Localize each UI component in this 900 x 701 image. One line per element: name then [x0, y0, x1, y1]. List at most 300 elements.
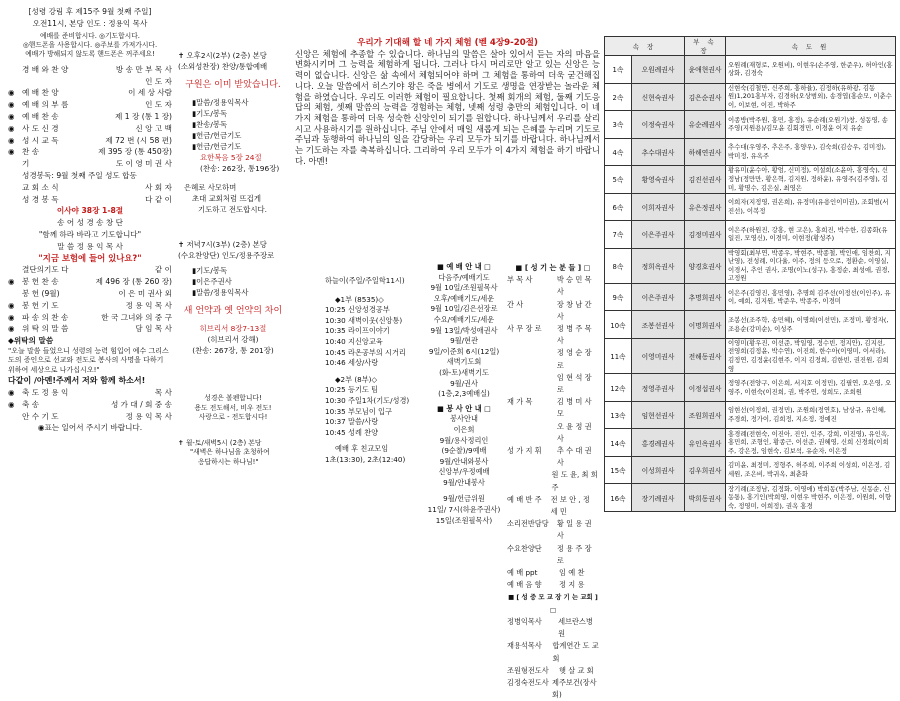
order-item: 축 도 정 용 익 [22, 387, 69, 397]
cell-number: 7속 [605, 221, 632, 249]
afternoon-program [178, 97, 288, 152]
staff-role: 소리전반담당 [507, 519, 549, 529]
staff-name: 임 예 찬 [559, 568, 585, 578]
order-row [8, 264, 172, 276]
column-header: 속 도 원 [726, 37, 896, 56]
guide-item: 9월 10일/조원필목사 [430, 283, 498, 293]
order-row [8, 399, 172, 411]
guide-item: 수요/예배기도/세운 [433, 314, 495, 324]
staff-name: 오 윤 정 권 사 [556, 421, 592, 443]
cell-leader: 홍경례권사 [632, 429, 685, 457]
program-item: ▮헌금/헌금기도 [192, 142, 242, 151]
order-item: 위 탁 의 말 씀 [22, 324, 69, 334]
program-item: ▮이은주권사 [192, 277, 232, 286]
stand-mark [8, 64, 22, 76]
worship-guide [425, 262, 503, 526]
order-leader: 이 은 미 권사 외 [118, 288, 172, 298]
order-row [8, 170, 172, 182]
staff-row [507, 445, 599, 469]
cell-members: 정영주(전양구, 이은희, 서지호 이정민), 김필연, 오은영, 오영주, 이현숙(이진희, 권, 박주연, 성희도, 조희원 [726, 374, 896, 402]
order-leader: 제 496 장 (통 260 장) [95, 277, 172, 287]
guide-item: 오후/예배기도/세운 [433, 293, 495, 303]
schedule-item: 10:37 말씀/사랑 [325, 417, 379, 427]
schedule-item: 1초(13:30), 2초(12:40) [325, 454, 406, 464]
staff-row [507, 677, 599, 701]
table-row [605, 456, 896, 484]
staff-row [507, 421, 599, 445]
order-list-2 [8, 264, 172, 335]
staff-row [507, 323, 599, 347]
table-row [605, 374, 896, 402]
cell-number: 4속 [605, 138, 632, 166]
staff-row [507, 372, 599, 396]
schedule-item: 10:45 라온공부의 시거리 [325, 347, 406, 357]
cell-subleader: 유은정권사 [685, 193, 726, 221]
staff-row [507, 579, 599, 591]
staff-row [507, 518, 599, 542]
cell-subleader: 박희동권사 [685, 484, 726, 512]
schedule-item: 10:25 등기도 팀 [325, 385, 379, 395]
stand-mark: ◉ [8, 312, 15, 322]
staff-row [507, 567, 599, 579]
staff-name: 제주보건(장사회) [552, 677, 597, 700]
cell-leader: 이은주권사 [632, 283, 685, 311]
order-item: 사 도 신 경 [22, 123, 59, 133]
order-leader: 인 도 자 [145, 76, 172, 86]
staff-row [507, 347, 599, 371]
order-item: 성경봉독: 9월 첫째 주일 성도 합동 [22, 170, 137, 180]
cell-number: 5속 [605, 166, 632, 194]
cell-leader: 정희옥권사 [632, 248, 685, 283]
schedule-item: 10:45 성례 찬양 [325, 427, 379, 437]
stand-mark: ◉ [8, 88, 15, 98]
guide-item: 다음주/예배기도 [438, 272, 490, 282]
staff-row [507, 299, 599, 323]
cell-leader: 이희자권사 [632, 193, 685, 221]
staff-name: 김 병 미 사 모 [556, 397, 592, 419]
order-leader: 신 앙 고 백 [135, 123, 172, 133]
schedule-item: 10:46 세상/사랑 [325, 358, 379, 368]
table-header-row [605, 37, 896, 56]
order-leader: 담 임 목 사 [135, 324, 172, 334]
table-row [605, 338, 896, 373]
cell-subleader: 이명희권사 [685, 311, 726, 339]
order-leader: 목 사 [154, 387, 172, 397]
cell-leader: 임현선권사 [632, 401, 685, 429]
service-item: 11일/ 7시(하윤주권사) [427, 505, 501, 515]
staff-row [507, 640, 599, 664]
stand-mark [8, 264, 22, 276]
evening-subheading: (수요찬양단) 인도/정용주장로 [178, 251, 275, 260]
staff-role: 재 가 목 [507, 397, 533, 407]
order-row [8, 99, 172, 111]
staff-name: 세브란스병원 [558, 616, 593, 639]
cell-members: 김미윤, 최정미, 정형주, 허주희, 이주희 이성희, 이은정, 김세원, 조은비, 박귀옥, 최춘화 [726, 456, 896, 484]
table-row [605, 311, 896, 339]
staff-row [507, 494, 599, 518]
schedule-item: ◆1부 (8535)◇ [335, 294, 384, 304]
order-item: 예 배 찬 송 [22, 112, 59, 121]
staff-row [507, 469, 599, 493]
staff-name: 전 보 안 , 정 세 민 [550, 494, 590, 517]
stand-mark: ◉ [8, 112, 15, 121]
stand-mark: ◉ [8, 147, 15, 157]
staff-role: 예 배 ppt [507, 568, 538, 578]
service-title: ■ 봉 사 안 내 □ [437, 403, 491, 413]
staff-rows [507, 274, 599, 591]
staff-name: 임 현 석 장 로 [556, 372, 592, 395]
schedule-item: 10:25 신앙성경공부 [325, 305, 390, 315]
scripture-reference: 이사야 38장 1-8절 [56, 206, 124, 216]
order-item: 결단의기도 다 [22, 265, 69, 275]
cell-members: 박영회(최부연, 박종우, 박현주, 박종철, 박인애, 임찬희, 지난영), 전성례, 이다율, 이주, 정의 등으로, 정환순, 이영실, 이경서, 추인 권사, 조명(이노(성구), 홍정순, 최성애, 권경, 고정원 [726, 248, 896, 283]
service-item: 이은희 [453, 424, 475, 434]
evening-heading: ✝ 저녁7시(3부) (2층) 본당 [178, 240, 267, 249]
cell-leader: 이영미권사 [632, 338, 685, 373]
sunday-school-schedule [325, 276, 420, 466]
staff-name: 황 일 용 권 사 [556, 519, 592, 541]
cell-number: 16속 [605, 484, 632, 512]
schedule-item: 10:35 부모님이 입구 [325, 406, 392, 416]
box-line: 성경은 볼펜합니다! [204, 394, 262, 402]
order-row [8, 411, 172, 423]
cell-leader: 이정숙권사 [632, 111, 685, 139]
stand-mark: ◉ [8, 387, 15, 397]
cell-members: 장기례(조정남, 김정화, 이영애) 박희동(박주남, 신동순, 신동통), 홍기인(박희영, 이현우 박현주, 이은정, 이원희, 이향숙, 정영미, 이희정), 권옥 홍경 [726, 484, 896, 512]
cell-number: 9속 [605, 283, 632, 311]
cell-leader: 정영주권사 [632, 374, 685, 402]
choir-line: 송 어 성 경 송 창 단 [57, 218, 123, 228]
service-item: 9월/안내봉사 [443, 477, 485, 487]
evening-slogan: 새 언약과 옛 언약의 차이 [183, 306, 283, 316]
order-item: 성 시 교 독 [22, 135, 59, 145]
cell-members: 조봉선(조주학, 송민혜), 이명희(이선민), 조정미, 황정자(, 조용순(강미순), 이성주 [726, 311, 896, 339]
staff-role: 간 사 [507, 299, 524, 309]
service-item: 9월/용사정리인 [439, 435, 489, 445]
table-row [605, 56, 896, 84]
cell-members: 이은주(김영진, 홍민영), 추명희 김주선(이정선(이인주), 유이, 예희, 김지원, 박준우, 박종주, 이경미 [726, 283, 896, 311]
staff-name: 장 창 남 간 사 [556, 299, 592, 321]
staff-role: 예 배 반 주 [507, 494, 542, 504]
stand-mark [8, 194, 22, 206]
cell-members: 임현선(이정희, 권정민), 조원희(정연호), 남상규, 유인혜, 주경희, 정가이, 김희정, 지소정, 정예진 [726, 401, 896, 429]
service-item: 15일(조원필목사) [435, 515, 493, 525]
stand-mark [8, 288, 22, 300]
staff-row [507, 616, 599, 640]
column-header: 속 장 [605, 37, 685, 56]
table-row [605, 193, 896, 221]
worship-notice [8, 32, 172, 60]
news-column [295, 0, 600, 700]
staff-role [507, 469, 552, 493]
order-row [8, 194, 172, 206]
order-item: 기 [22, 159, 30, 169]
notice-line: 예배를 준비합시다. ◎기도합시다. [40, 31, 140, 40]
order-row [8, 87, 172, 99]
afternoon-note [178, 182, 288, 215]
afternoon-slogan: 구원은 이미 받았습니다. [185, 80, 281, 90]
stand-mark [8, 411, 22, 423]
order-row [8, 387, 172, 399]
order-leader: 사 회 자 [145, 182, 172, 192]
cell-members: 신현숙(김철만, 신주희, 홍하율), 김정하(유하광, 김동원)1,201홍부자, 김경하(오상범외), 송경엽(홍순모, 이춘수 이, 이보현, 이진, 박하주 [726, 83, 896, 111]
staff-name: 박 승 민 목 사 [556, 275, 592, 297]
box-line: 용도 전도해서, 비우 전도! [194, 403, 272, 412]
staff-role [507, 347, 557, 371]
cell-leader: 황영숙권사 [632, 166, 685, 194]
guide-item: 9일/이준희 6시(12일) [428, 346, 500, 356]
service-item: (9순찰)/9예배 [441, 446, 487, 456]
cell-leader: 추수대권사 [632, 138, 685, 166]
order-leader: 같 이 [154, 265, 172, 275]
service-item: 9월/헌금위원 [443, 494, 485, 504]
afternoon-subheading: (소외성찬장) 찬양/통합예배 [178, 62, 268, 71]
stand-mark: ◉ [8, 135, 15, 145]
order-leader: 제 395 장 (통 450장) [98, 147, 172, 157]
order-row [8, 111, 172, 123]
cell-number: 6속 [605, 193, 632, 221]
cell-subleader: 김진선권사 [685, 166, 726, 194]
cell-number: 12속 [605, 374, 632, 402]
cell-subleader: 김우희권사 [685, 456, 726, 484]
cell-members: 이영미(황우진, 이선준, 박일영, 정수빈, 정지안), 김지선, 전영희(김정윤, 박수연), 이진희, 한수아(이영미, 이서라), 김정연, 김정윤(김현주, 이지 김정희, 김한빈, 권진원, 김희영 [726, 338, 896, 373]
note-line: 초대 교회처럼 뜨겁게 [192, 194, 261, 203]
evening-program [178, 265, 288, 298]
sermon-summary [295, 38, 600, 166]
evening-hymn: (찬송: 267장, 통 201장) [192, 346, 274, 355]
cell-number: 14속 [605, 429, 632, 457]
box-line: 사랑으로 - 전도합시다! [198, 413, 268, 422]
order-row [8, 288, 172, 300]
staff-role [507, 372, 557, 396]
cell-subleader: 김정미권사 [685, 221, 726, 249]
table-row [605, 429, 896, 457]
table-row [605, 484, 896, 512]
cell-members: 황유미(윤수아, 황엄, 신미정), 이설희(소윤아, 홍영숙), 신정남(정만만, 황은혁, 김지원, 정하윤), 유영주(김주영), 김미, 황명수, 김은실, 최영은 [726, 166, 896, 194]
staff-role [507, 421, 557, 445]
staff-name: 정 용 주 장 로 [556, 543, 592, 565]
order-row [8, 182, 172, 194]
schedule-item: 10:30 주일1차(기도/성경) [325, 395, 410, 405]
order-list [8, 64, 172, 206]
order-item: 축 송 [22, 399, 40, 409]
cell-subleader: 조원희권사 [685, 401, 726, 429]
staff-row [507, 396, 599, 420]
table-row [605, 401, 896, 429]
staff-role: 수요찬양단 [507, 543, 542, 553]
staff-name: 정 병 주 목 사 [556, 324, 592, 346]
service-line: 오전11시, 본당 인도 : 정용익 목사 [32, 18, 148, 28]
order-of-worship-column [8, 0, 172, 501]
order-leader: 제 72 번 (시 58 편) [105, 135, 172, 145]
service-item: 봉사안내 [450, 414, 478, 424]
order-leader: 정 용 익 목 사 [125, 411, 172, 421]
staff-row [507, 665, 599, 677]
dawn-line: 응답하시는 하나님!" [198, 457, 259, 466]
program-item: ▮기도/봉독 [192, 266, 228, 275]
cell-members: 이희자(지정영, 권온희), 유정미(유용인이미권), 조회범(서진선), 이복정 [726, 193, 896, 221]
table-row [605, 221, 896, 249]
program-item: ▮말씀/정용익목사 [192, 98, 249, 107]
cell-number: 10속 [605, 311, 632, 339]
evening-verse-note: (히브리서 강해) [207, 335, 259, 344]
order-leader: 방 송 만 부 목 사 [115, 64, 172, 74]
afternoon-verse: 요한복음 5장 24절 [200, 153, 262, 162]
cell-number: 3속 [605, 111, 632, 139]
cell-leader: 오원례권사 [632, 56, 685, 84]
cell-leader: 장기례권사 [632, 484, 685, 512]
stand-mark [8, 182, 22, 194]
stand-mark: ◉ [8, 100, 15, 110]
order-row [8, 323, 172, 335]
cell-number: 11속 [605, 338, 632, 373]
staff-role: 예 배 음 향 [507, 580, 542, 590]
cell-leader: 이성희권사 [632, 456, 685, 484]
order-leader: 한 국 그녀와 의 중 구 [101, 312, 172, 322]
cell-number: 15속 [605, 456, 632, 484]
afternoon-heading: ✝ 오후2시(2부) (2층) 본당 [178, 51, 267, 60]
cell-leader: 이은주권사 [632, 221, 685, 249]
guide-item: 9월/권사 [450, 378, 478, 388]
order-item: 예 배 의 부 름 [22, 100, 69, 110]
order-item: 찬 송 [22, 147, 40, 157]
cell-subleader: 이정섭권사 [685, 374, 726, 402]
order-list-3 [8, 387, 172, 422]
staff-role: 김정숙전도사 [507, 677, 549, 687]
schedule-heading: ◆2부 (8부)◇ [335, 374, 377, 384]
cell-subleader: 양경호권사 [685, 248, 726, 283]
commission-heading: ◆위탁의 말씀 [8, 336, 54, 346]
order-leader: 성 가 대 / 회 중 송 [110, 399, 172, 409]
service-item: 신앙부/우정예배 [438, 467, 490, 477]
program-item: ▮찬송/봉독 [192, 120, 228, 129]
order-row [8, 276, 172, 288]
schedule-item: 예배 후 친교모임 [335, 444, 389, 454]
column-header: 부 속 장 [685, 37, 726, 56]
dawn-prayer [178, 439, 288, 467]
order-row [8, 135, 172, 147]
order-row [8, 76, 172, 88]
preacher-line: 말 씀 정 용 익 목 사 [57, 241, 123, 251]
cell-subleader: 유순례권사 [685, 111, 726, 139]
staff-role: 조원형전도사 [507, 665, 549, 675]
cell-subleader: 추명희권사 [685, 283, 726, 311]
order-item: 교 회 소 식 [22, 182, 59, 192]
staff-name: 합계연간 도 교회 [552, 641, 599, 663]
cell-subleader: 전해동권사 [685, 338, 726, 373]
staff-name: 추 수 대 권 사 [556, 446, 592, 468]
table-row [605, 111, 896, 139]
order-item: 예 배 찬 양 [22, 88, 59, 98]
staff-name: 정 지 용 [559, 580, 585, 590]
guide-item: 9월 13일/박성애권사 [430, 325, 498, 335]
staff-title: ■ [ 성 기 는 분 들 ] □ [515, 263, 591, 272]
stand-mark [8, 170, 22, 182]
notice-line: ◎핸드폰을 사용합시다. ◎주보를 가져가시다. [22, 41, 158, 49]
stand-mark: ◉ [8, 277, 15, 287]
guide-item: 새벽기도회 [446, 357, 482, 367]
staff-role: 부 목 사 [507, 275, 533, 285]
notice-line: 예배가 방해되지 않도록 핸드폰은 꺼주세요! [25, 50, 155, 59]
summary-body: 신앙은 체험에 추종할 수 있습니다. 하나님의 말씀은 살아 있어서 듣는 자의 마음을 변화시키며 그 능력을 체험하게 됩니다. 그러나 다시 머리로만 알고 있는 신앙은 능력이 없습니다. 신앙은 삶 속에서 체험되어야 하며 그 체험을 통하여 더욱 굳건해집니다. 오늘 말씀에서 히스기야 왕은 죽을 병에서 기도로 생명을 연장받는 놀라운 체험을 하였습니다. 우리도 이러한 체험이 필요합니다. 첫째 회개의 체험, 둘째 기도응답의 체험, 셋째 말씀의 능력을 경험하는 체험, 넷째 성령 충만의 체험입니다. 이 네 가지 체험을 통하여 더욱 성숙한 신앙인이 되기를 원합니다. 하나님께서 우리를 살리시고 사용하시기를 원하십니다. 주님 안에서 매일 새롭게 되는 은혜를 누리며 기도로 주님과 동행하여 하나님의 일을 감당하는 우리 모두가 되기를 바랍니다. 하나님께서는 기도하는 자를 축복하십니다. 그리하여 우리 모두가 이 4가지 체험을 하기 바랍니다. 아멘! [295, 48, 600, 166]
cell-members: 홍경례(전현숙, 이진아, 진인, 인주, 강희, 이진영), 유인옥, 홍민희, 조형인, 황종근, 이선준, 권혜영, 신희 신경희(이희주, 강은정, 임현숙, 김보석, 유순자, 이은정 [726, 429, 896, 457]
order-leader: 제 1 장 (통 1 장) [115, 112, 172, 121]
cell-members: 추수대(우영주, 추은주, 홍양우), 김숙희(김승우, 김미정), 박미정, 유옥주 [726, 138, 896, 166]
afternoon-hymn: (찬송: 262장, 통196장) [200, 164, 280, 173]
cell-group-column [604, 0, 896, 510]
table-row [605, 248, 896, 283]
staff-role: 성 가 지 휘 [507, 446, 542, 456]
staff-row [507, 274, 599, 298]
guide-item: (1층,2,3예배실) [438, 389, 490, 399]
cell-subleader: 유인옥권사 [685, 429, 726, 457]
stand-mark: ◉ [8, 300, 15, 310]
cell-number: 13속 [605, 401, 632, 429]
service-item: 9월/안내와봉사 [439, 456, 489, 466]
invite-line: 다같이 /아멘!주께서 저와 함께 하소서! [8, 376, 146, 386]
order-row [8, 123, 172, 135]
cell-members: 이은주(하원진, 강홍, 현 고은), 홍희진, 박수한, 김종화(유일진, 모영신), 이경미, 이현정(황성주) [726, 221, 896, 249]
quote-line: "함께 하라 바라고 기도합니다" [38, 229, 142, 239]
staff-name: 원 도 윤, 최 희 주 [551, 470, 598, 492]
bulletin-header: [성령 강림 후 제15주 9월 첫째 주일] [28, 7, 152, 16]
staff-name: 햇 살 교 회 [559, 665, 594, 675]
cell-number: 8속 [605, 248, 632, 283]
program-item: ▮기도/봉독 [192, 109, 228, 118]
cell-subleader: 하해연권사 [685, 138, 726, 166]
commission-text: "오늘 말씀 들었으니 성령의 능력 힘입어 예수 그리스도의 증인으로 선교와 전도로 봉사의 사명을 다하기 위하여 세상으로 나가십시오!" [8, 346, 169, 374]
order-leader: 이 세 상 사람 [128, 88, 172, 98]
note-line: 은혜로 사모하며 [184, 183, 237, 192]
guide-item: 9월 10일/김은선장로 [430, 304, 498, 314]
table-row [605, 83, 896, 111]
program-item: ▮헌금/헌금기도 [192, 131, 242, 140]
cell-subleader: 윤애현권사 [685, 56, 726, 84]
staff-role: 정병익목사 [507, 616, 542, 626]
order-leader: 다 같 이 [145, 194, 172, 204]
order-item: 봉 헌 기 도 [22, 300, 59, 310]
evening-verse: 히브리서 8장7-13절 [199, 324, 267, 333]
evangelism-box [178, 394, 288, 423]
cell-group-table [604, 36, 896, 512]
mission-title: ■ [ 성 중 모 교 장 기 는 교회 ] □ [508, 593, 598, 614]
table-row [605, 283, 896, 311]
guide-item: (화-토)새벽기도 [439, 367, 489, 377]
cell-leader: 신현숙권사 [632, 83, 685, 111]
order-item: 봉 헌 찬 송 [22, 277, 59, 287]
stand-mark [8, 76, 22, 88]
cell-leader: 조봉선권사 [632, 311, 685, 339]
schedule-item: 10:40 지신앙교육 [325, 336, 383, 346]
dawn-line: "새벽은 하나님을 초청하여 [190, 448, 270, 457]
table-row [605, 166, 896, 194]
order-item: 경 배 와 찬 양 [22, 64, 69, 74]
cell-subleader: 김은순권사 [685, 83, 726, 111]
cell-number: 1속 [605, 56, 632, 84]
stand-mark: ◉ [8, 399, 15, 409]
afternoon-service-column [178, 0, 288, 501]
summary-title: 우리가 기대해 할 네 가지 체험 (벧 4장9-20절) [357, 38, 538, 48]
order-row [8, 146, 172, 158]
staff-role: 사 무 장 로 [507, 324, 542, 334]
order-leader: 정 용 익 목 사 [125, 300, 172, 310]
mission-rows [507, 616, 599, 701]
table-row [605, 138, 896, 166]
cell-members: 이종방(박주원, 홍민, 홍정), 유순례(오원기)창, 성동영, 송주영(지원용)/김모윤 김회경민, 이경윤 이지 유순 [726, 111, 896, 139]
cell-members: 오원례(재형로, 오원비), 이현우(손주영, 한준우), 허아인(홍상화, 김경숙 [726, 56, 896, 84]
stand-note: ◉표는 일어서 주시기 바랍니다. [37, 423, 143, 433]
dawn-heading: ✝ 월-토/새벽5시 (2층) 본당 [178, 438, 262, 447]
